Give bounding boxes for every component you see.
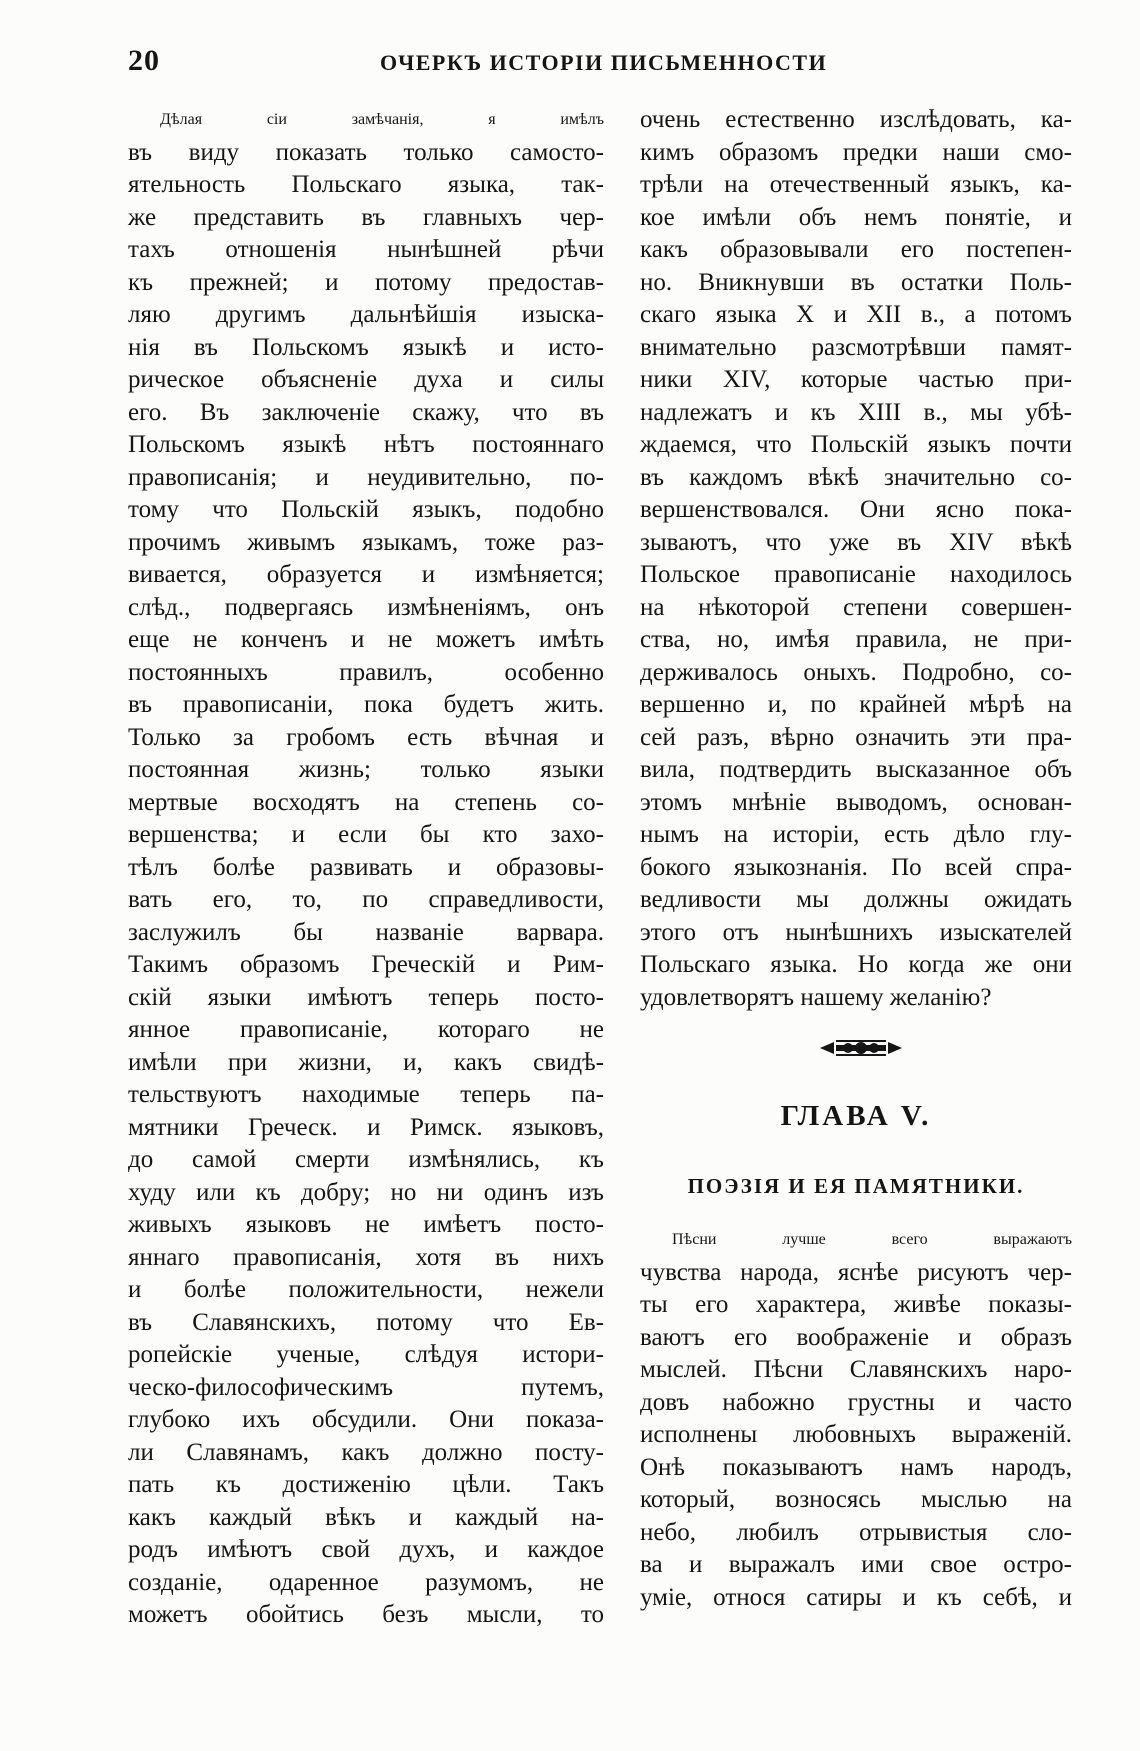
text-line: до самой смерти измѣнялись, къ: [128, 1146, 604, 1173]
text-line: къ прежней; и потому предостав-: [128, 268, 604, 296]
text-line: въ Славянскихъ, потому что Ев-: [128, 1308, 604, 1336]
text-line: небо, любилъ отрывистыя сло-: [640, 1518, 1072, 1546]
text-line: бокого языкознанія. По всей спра-: [640, 853, 1072, 881]
text-line: Пѣсни лучше всего выражаютъ: [672, 1231, 1072, 1248]
text-line: который, возносясь мыслью на: [640, 1486, 1072, 1513]
text-line: пать къ достиженію цѣли. Такъ: [128, 1471, 604, 1498]
text-line: ропейскіе ученые, слѣдуя истори-: [128, 1341, 604, 1368]
right-column: [640, 104, 1072, 1014]
text-line: внимательно разсмотрѣвши памят-: [640, 333, 1072, 361]
text-line: янное правописаніе, котораго не: [128, 1016, 604, 1043]
ornament-divider-icon: [818, 1038, 904, 1058]
text-line: скій языки имѣютъ теперь посто-: [128, 983, 604, 1011]
text-line: какъ каждый вѣкъ и каждый на-: [128, 1503, 604, 1531]
text-line: трѣли на отечественный языкъ, ка-: [640, 171, 1072, 198]
text-line: ваютъ его воображеніе и образъ: [640, 1323, 1072, 1351]
text-line: скаго языка X и XII в., а потомъ: [640, 301, 1072, 328]
text-line: мыслей. Пѣсни Славянскихъ наро-: [640, 1356, 1072, 1383]
text-line: держивалось оныхъ. Подробно, со-: [640, 658, 1072, 686]
text-line: Только за гробомъ есть вѣчная и: [128, 723, 604, 751]
text-line: Польскомъ языкѣ нѣтъ постояннаго: [128, 431, 604, 458]
text-line: исполнены любовныхъ выраженій.: [640, 1421, 1072, 1448]
text-line: этого отъ нынѣшнихъ изыскателей: [640, 918, 1072, 946]
chapter-title: ГЛАВА V.: [780, 1100, 932, 1132]
text-line: можетъ обойтись безъ мысли, то: [128, 1601, 604, 1628]
text-line: родъ имѣютъ свой духъ, и каждое: [128, 1536, 604, 1563]
running-title: ОЧЕРКЪ ИСТОРІИ ПИСЬМЕННОСТИ: [380, 50, 828, 75]
text-line: ты его характера, живѣе показы-: [640, 1291, 1072, 1318]
text-line: вивается, образуется и измѣняется;: [128, 561, 604, 588]
text-line: ники XIV, которые частью при-: [640, 366, 1072, 393]
text-line: худу или къ добру; но ни одинъ изъ: [128, 1178, 604, 1206]
text-line: очень естественно изслѣдовать, ка-: [640, 106, 1072, 133]
text-line: заслужилъ бы названіе варвара.: [128, 918, 604, 946]
running-head: [128, 44, 1028, 84]
text-line: въ правописаніи, пока будетъ жить.: [128, 691, 604, 718]
text-line: зываютъ, что уже въ XIV вѣкѣ: [640, 528, 1072, 556]
text-line: Польскаго языка. Но когда же они: [640, 951, 1072, 978]
text-line: въ виду показать только самосто-: [128, 138, 604, 166]
text-line: ляю другимъ дальнѣйшія изыска-: [128, 301, 604, 328]
text-line: мятники Греческ. и Римск. языковъ,: [128, 1113, 604, 1141]
text-line: тельствуютъ находимые теперь па-: [128, 1081, 604, 1108]
text-line: ли Славянамъ, какъ должно посту-: [128, 1438, 604, 1466]
text-line: тѣлъ болѣе развивать и образовы-: [128, 853, 604, 881]
text-line: Такимъ образомъ Греческій и Рим-: [128, 951, 604, 978]
text-line: сей разъ, вѣрно означить эти пра-: [640, 723, 1072, 751]
text-line: Онѣ показываютъ намъ народъ,: [640, 1453, 1072, 1481]
text-line: еще не конченъ и не можетъ имѣть: [128, 626, 604, 653]
text-line: имѣли при жизни, и, какъ свидѣ-: [128, 1048, 604, 1076]
text-line: чувства народа, яснѣе рисуютъ чер-: [640, 1258, 1072, 1286]
text-line: удовлетворятъ нашему желанію?: [640, 983, 992, 1011]
text-line: ческо-философическимъ путемъ,: [128, 1373, 604, 1401]
text-line: его. Въ заключеніе скажу, что въ: [128, 398, 604, 426]
text-line: уміе, относя сатиры и къ себѣ, и: [640, 1583, 1072, 1611]
text-line: тому что Польскій языкъ, подобно: [128, 496, 604, 523]
text-line: постоянная жизнь; только языки: [128, 756, 604, 783]
text-line: на нѣкоторой степени совершен-: [640, 593, 1072, 621]
text-line: ва и выражалъ ими свое остро-: [640, 1551, 1072, 1578]
text-line: кое имѣли объ немъ понятіе, и: [640, 203, 1072, 231]
text-line: кимъ образомъ предки наши смо-: [640, 138, 1072, 166]
text-line: ства, но, имѣя правила, не при-: [640, 626, 1072, 653]
text-line: нымъ на исторіи, есть дѣло глу-: [640, 821, 1072, 848]
text-line: вершенно и, по крайней мѣрѣ на: [640, 691, 1072, 718]
text-line: слѣд., подвергаясь измѣненіямъ, онъ: [128, 593, 604, 621]
text-line: и болѣе положительности, нежели: [128, 1276, 604, 1303]
text-line: ятельность Польскаго языка, так-: [128, 171, 604, 198]
text-line: надлежатъ и къ XIII в., мы убѣ-: [640, 398, 1072, 426]
text-line: правописанія; и неудивительно, по-: [128, 463, 604, 491]
text-line: но. Вникнувши въ остатки Поль-: [640, 268, 1072, 296]
chapter-text: [640, 1224, 1072, 1614]
text-line: глубоко ихъ обсудили. Они показа-: [128, 1406, 604, 1433]
text-line: прочимъ живымъ языкамъ, тоже раз-: [128, 528, 604, 556]
text-line: въ каждомъ вѣкѣ значительно со-: [640, 463, 1072, 491]
text-line: Польское правописаніе находилось: [640, 561, 1072, 588]
text-line: довъ набожно грустны и часто: [640, 1388, 1072, 1416]
text-line: тахъ отношенія нынѣшней рѣчи: [128, 236, 604, 263]
text-line: яннаго правописанія, хотя въ нихъ: [128, 1243, 604, 1271]
page-number: 20: [128, 44, 160, 77]
text-line: мертвые восходятъ на степень со-: [128, 788, 604, 816]
left-column: [128, 104, 604, 1632]
text-line: вила, подтвердить высказанное объ: [640, 756, 1072, 783]
text-line: какъ образовывали его постепен-: [640, 236, 1072, 263]
text-line: Дѣлая сіи замѣчанія, я имѣлъ: [160, 111, 604, 128]
text-line: же представить въ главныхъ чер-: [128, 203, 604, 231]
text-line: этомъ мнѣніе выводомъ, основан-: [640, 788, 1072, 816]
text-line: рическое объясненіе духа и силы: [128, 366, 604, 393]
text-line: вершенствовался. Они ясно пока-: [640, 496, 1072, 523]
text-line: вать его, то, по справедливости,: [128, 886, 604, 913]
text-line: нія въ Польскомъ языкѣ и исто-: [128, 333, 604, 361]
text-line: постоянныхъ правилъ, особенно: [128, 658, 604, 686]
text-line: созданіе, одаренное разумомъ, не: [128, 1568, 604, 1596]
text-line: вершенства; и если бы кто захо-: [128, 821, 604, 848]
chapter-subtitle: ПОЭЗІЯ И ЕЯ ПАМЯТНИКИ.: [687, 1174, 1025, 1198]
text-line: живыхъ языковъ не имѣетъ посто-: [128, 1211, 604, 1238]
text-line: ждаемся, что Польскій языкъ почти: [640, 431, 1072, 458]
text-line: ведливости мы должны ожидать: [640, 886, 1072, 913]
